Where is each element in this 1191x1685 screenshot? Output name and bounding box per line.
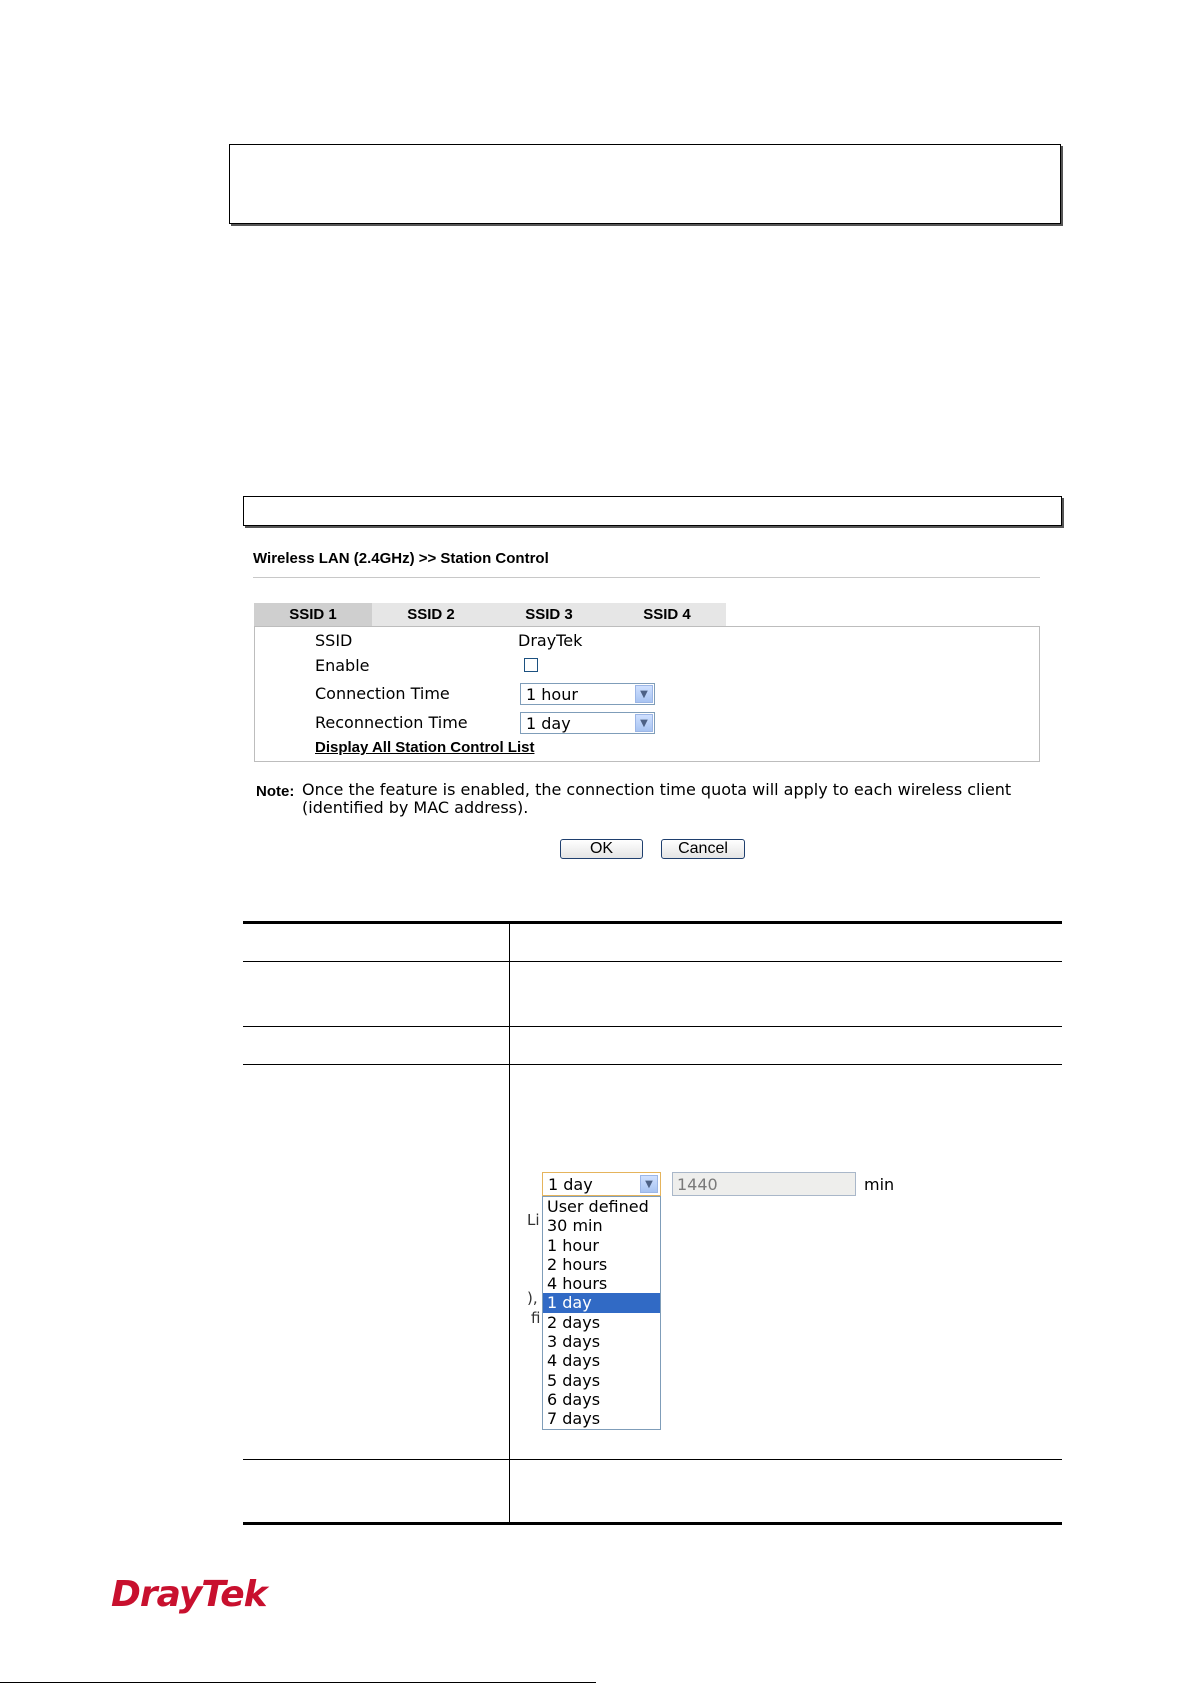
- ssid-value: DrayTek: [518, 631, 583, 650]
- minutes-input[interactable]: 1440: [672, 1172, 856, 1196]
- dropdown-options-list: [542, 1196, 661, 1430]
- tab-ssid-1[interactable]: SSID 1: [254, 603, 372, 626]
- dropdown-option[interactable]: 30 min: [547, 1216, 603, 1236]
- dropdown-option-selected[interactable]: 1 day: [543, 1293, 660, 1312]
- display-station-list-link[interactable]: Display All Station Control List: [315, 739, 535, 756]
- table-row-divider: [243, 1064, 1062, 1065]
- connection-time-value: 1 hour: [526, 684, 578, 704]
- enable-label: Enable: [315, 656, 370, 675]
- dropdown-option[interactable]: 4 hours: [547, 1274, 608, 1294]
- ssid-tabs: [254, 603, 726, 626]
- enable-checkbox[interactable]: [524, 658, 538, 672]
- table-row-divider: [243, 1459, 1062, 1460]
- tab-ssid-2[interactable]: SSID 2: [372, 603, 490, 626]
- cancel-button[interactable]: Cancel: [661, 839, 745, 859]
- minutes-unit-label: min: [864, 1175, 895, 1194]
- dropdown-option[interactable]: 5 days: [547, 1370, 601, 1390]
- dropdown-option[interactable]: 4 days: [547, 1351, 601, 1371]
- ok-button[interactable]: OK: [560, 839, 643, 859]
- ssid-label: SSID: [315, 631, 353, 650]
- connection-time-label: Connection Time: [315, 684, 450, 703]
- table-row-divider: [243, 1026, 1062, 1027]
- dropdown-option[interactable]: User defined: [547, 1197, 649, 1216]
- dropdown-selected-value: 1 day: [548, 1174, 593, 1194]
- page-title: Wireless LAN (2.4GHz) >> Station Control: [253, 550, 549, 567]
- dropdown-option[interactable]: 2 hours: [547, 1254, 608, 1274]
- chevron-down-icon: ▼: [635, 714, 653, 732]
- tab-ssid-3[interactable]: SSID 3: [490, 603, 608, 626]
- reconnection-time-label: Reconnection Time: [315, 713, 468, 732]
- draytek-logo: DrayTek: [111, 1574, 267, 1615]
- dropdown-option[interactable]: 1 hour: [547, 1235, 599, 1255]
- dropdown-option[interactable]: 3 days: [547, 1332, 601, 1352]
- chevron-down-icon: ▼: [635, 685, 653, 703]
- background-fragment: fi: [531, 1309, 541, 1327]
- reconnection-time-select[interactable]: [520, 712, 655, 734]
- info-box: [229, 144, 1061, 224]
- background-fragment: Li: [527, 1211, 540, 1229]
- chevron-down-icon: ▼: [640, 1175, 658, 1193]
- title-divider: [253, 577, 1040, 578]
- background-fragment: ),: [527, 1289, 538, 1307]
- table-bottom-rule: [243, 1522, 1062, 1525]
- dropdown-option[interactable]: 2 days: [547, 1312, 601, 1332]
- note-label: Note:: [256, 783, 295, 800]
- tab-ssid-4[interactable]: SSID 4: [608, 603, 726, 626]
- reconnection-time-value: 1 day: [526, 713, 571, 733]
- table-column-divider: [509, 922, 510, 1525]
- dropdown-option[interactable]: 6 days: [547, 1389, 601, 1409]
- connection-time-select[interactable]: [520, 683, 655, 705]
- caption-bar: [243, 496, 1062, 526]
- table-row-divider: [243, 961, 1062, 962]
- note-text: Once the feature is enabled, the connection time quota will apply to each wireless client (identified by MAC address).: [302, 780, 1012, 817]
- reconnection-time-dropdown[interactable]: [542, 1172, 661, 1196]
- footer-rule: [0, 1682, 596, 1683]
- table-top-rule: [243, 921, 1062, 924]
- dropdown-option[interactable]: 7 days: [547, 1409, 601, 1429]
